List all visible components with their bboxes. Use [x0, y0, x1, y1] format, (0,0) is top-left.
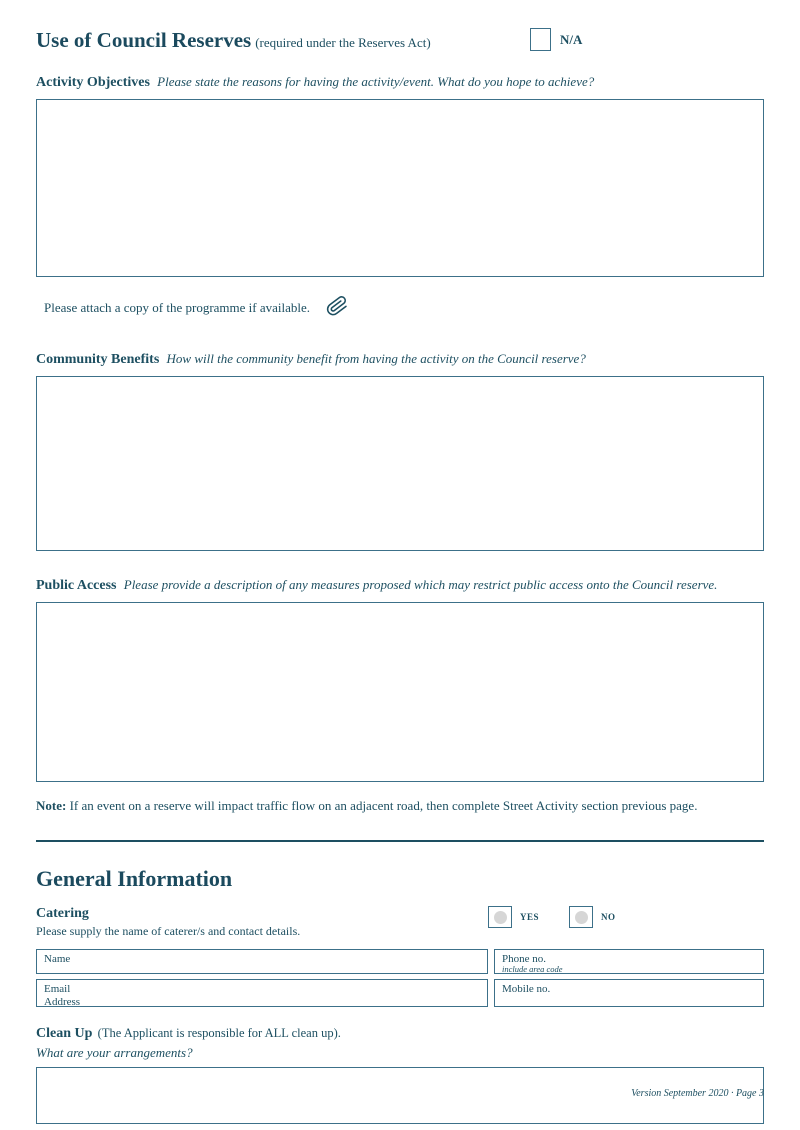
public-access-label: Public Access — [36, 578, 117, 593]
activity-objectives-heading — [36, 74, 764, 91]
email-field[interactable] — [36, 979, 488, 1007]
page-title: Use of Council Reserves — [36, 28, 252, 52]
community-benefits-input[interactable] — [36, 376, 764, 551]
na-checkbox[interactable] — [530, 28, 551, 51]
public-access-prompt: Please provide a description of any measures proposed which may restrict public access onto the Council reserve. — [123, 577, 718, 592]
gray-dot-icon — [494, 911, 507, 924]
activity-objectives-label: Activity Objectives — [36, 75, 150, 90]
activity-objectives-prompt: Please state the reasons for having the activity/event. What do you hope to achieve? — [157, 74, 595, 89]
na-label: N/A — [560, 31, 583, 47]
page-footer: Version September 2020 · Page 3 — [631, 1088, 764, 1099]
section-divider — [36, 840, 764, 842]
phone-field-label: Phone no. — [502, 953, 546, 965]
attachment-note-text: Please attach a copy of the programme if available. — [44, 300, 311, 315]
catering-yes-checkbox[interactable] — [488, 906, 512, 928]
paperclip-icon — [324, 294, 349, 323]
cleanup-label: Clean Up — [36, 1026, 93, 1041]
catering-yes-group — [488, 906, 539, 928]
note-label: Note: — [36, 798, 67, 813]
catering-instruction: Please supply the name of caterer/s and contact details. — [36, 924, 301, 938]
catering-no-label: NO — [601, 912, 616, 922]
na-checkbox-group — [530, 28, 582, 51]
cleanup-suffix: (The Applicant is responsible for ALL clean up). — [97, 1026, 341, 1040]
activity-objectives-input[interactable] — [36, 99, 764, 277]
community-benefits-prompt: How will the community benefit from having the activity on the Council reserve? — [166, 351, 586, 366]
email-field-label: Email Address — [44, 983, 81, 1008]
catering-no-group — [569, 906, 616, 928]
public-access-input[interactable] — [36, 602, 764, 782]
gray-dot-icon — [575, 911, 588, 924]
note-text: If an event on a reserve will impact traffic flow on an adjacent road, then complete Street Activity section previous page. — [69, 798, 698, 813]
catering-fields — [36, 949, 764, 1007]
catering-section — [36, 904, 764, 939]
phone-field-hint: include area code — [502, 964, 563, 975]
note-line — [36, 798, 764, 814]
cleanup-prompt: What are your arrangements? — [36, 1045, 193, 1060]
mobile-field-label: Mobile no. — [502, 983, 551, 995]
general-information-title: General Information — [36, 866, 233, 891]
phone-field[interactable] — [494, 949, 764, 974]
attachment-note-line — [36, 295, 764, 321]
catering-no-checkbox[interactable] — [569, 906, 593, 928]
header — [36, 28, 764, 58]
catering-yes-label: YES — [520, 912, 540, 922]
mobile-field[interactable] — [494, 979, 764, 1007]
public-access-heading — [36, 577, 764, 594]
cleanup-heading — [36, 1025, 764, 1042]
catering-label: Catering — [36, 906, 89, 921]
catering-yes-no-group — [488, 906, 616, 928]
name-field-label: Name — [44, 953, 71, 965]
page-subtitle: (required under the Reserves Act) — [255, 35, 431, 50]
name-field[interactable] — [36, 949, 488, 974]
community-benefits-label: Community Benefits — [36, 352, 160, 367]
community-benefits-heading — [36, 351, 764, 368]
